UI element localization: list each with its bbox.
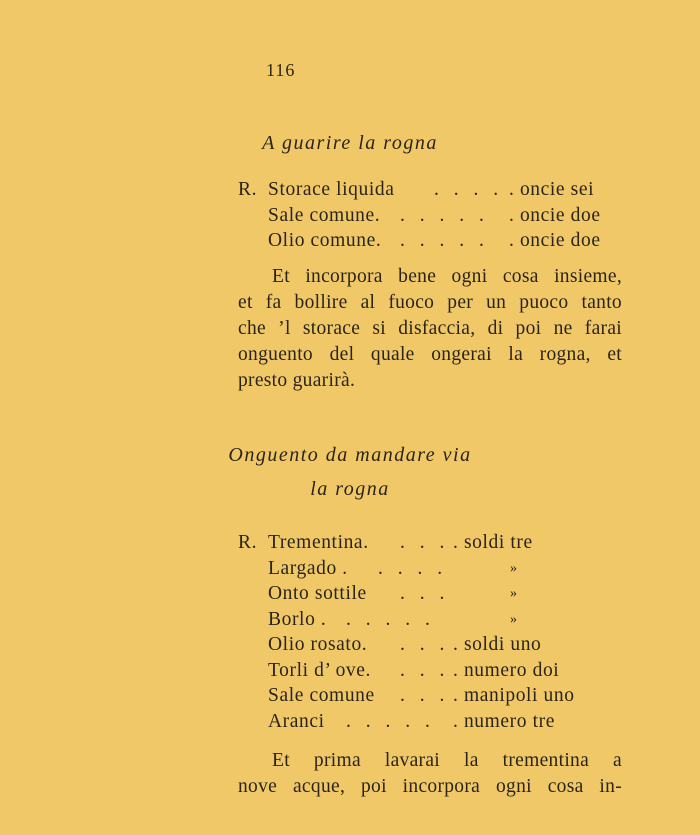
section-title: Onguento da mandare via xyxy=(228,444,472,466)
ingredient: Borlo . xyxy=(268,608,327,630)
leader-dots: . . . . . xyxy=(400,204,489,226)
ingredient: Sale comune. xyxy=(268,204,381,226)
ingredient: Aranci xyxy=(268,710,325,732)
section-title: la rogna xyxy=(310,478,390,500)
ingredient: Largado . xyxy=(268,557,348,579)
quantity: . oncie doe xyxy=(509,230,601,251)
leader-dots: . . . xyxy=(400,532,450,553)
quantity: » xyxy=(510,560,518,576)
paragraph-line: et fa bollire al fuoco per un puoco tanto xyxy=(238,292,622,313)
paragraph-line: presto guarirà. xyxy=(238,370,356,391)
recipe-prefix: R. xyxy=(238,179,258,200)
quantity: . manipoli uno xyxy=(453,685,575,706)
paragraph xyxy=(238,748,622,800)
ingredient: Trementina. xyxy=(268,532,369,553)
section-title: A guarire la rogna xyxy=(262,132,438,154)
ingredient: Storace liquida xyxy=(268,179,395,200)
leader-dots: . . . . . xyxy=(400,230,489,251)
ingredient: Olio rosato. xyxy=(268,634,368,655)
leader-dots: . . . . xyxy=(378,557,448,579)
quantity: . soldi uno xyxy=(453,634,542,655)
leader-dots: . . . xyxy=(400,634,450,655)
paragraph-line: che ’l storace si disfaccia, di poi ne farai xyxy=(238,318,622,339)
paragraph-line: Et prima lavarai la trementina a xyxy=(272,750,622,771)
quantity: . numero doi xyxy=(453,659,560,681)
quantity: » xyxy=(510,611,518,627)
paragraph-line: onguento del quale ongerai la rogna, et xyxy=(238,344,622,365)
leader-dots: . . . . . xyxy=(346,710,435,732)
leader-dots: . . . . . xyxy=(346,608,435,630)
ingredient: Torli d’ ove. xyxy=(268,659,372,681)
paragraph-line: Et incorpora bene ogni cosa insieme, xyxy=(272,266,622,287)
leader-dots: . . . . xyxy=(434,179,504,200)
ingredient: Sale comune xyxy=(268,685,375,706)
paragraph xyxy=(238,264,622,394)
leader-dots: . . . xyxy=(400,685,450,706)
paragraph-line: nove acque, poi incorpora ogni cosa in- xyxy=(238,776,622,797)
ingredient: Onto sottile xyxy=(268,583,367,604)
quantity: . oncie doe xyxy=(509,204,601,226)
ingredient: Olio comune. xyxy=(268,230,382,251)
leader-dots: . . . xyxy=(400,659,450,681)
recipe-prefix: R. xyxy=(238,532,258,553)
quantity: » xyxy=(510,586,518,601)
quantity: . oncie sei xyxy=(509,179,595,200)
page-number: 116 xyxy=(266,60,296,80)
quantity: . soldi tre xyxy=(453,532,533,553)
leader-dots: . . . xyxy=(400,583,450,604)
quantity: . numero tre xyxy=(453,710,555,732)
